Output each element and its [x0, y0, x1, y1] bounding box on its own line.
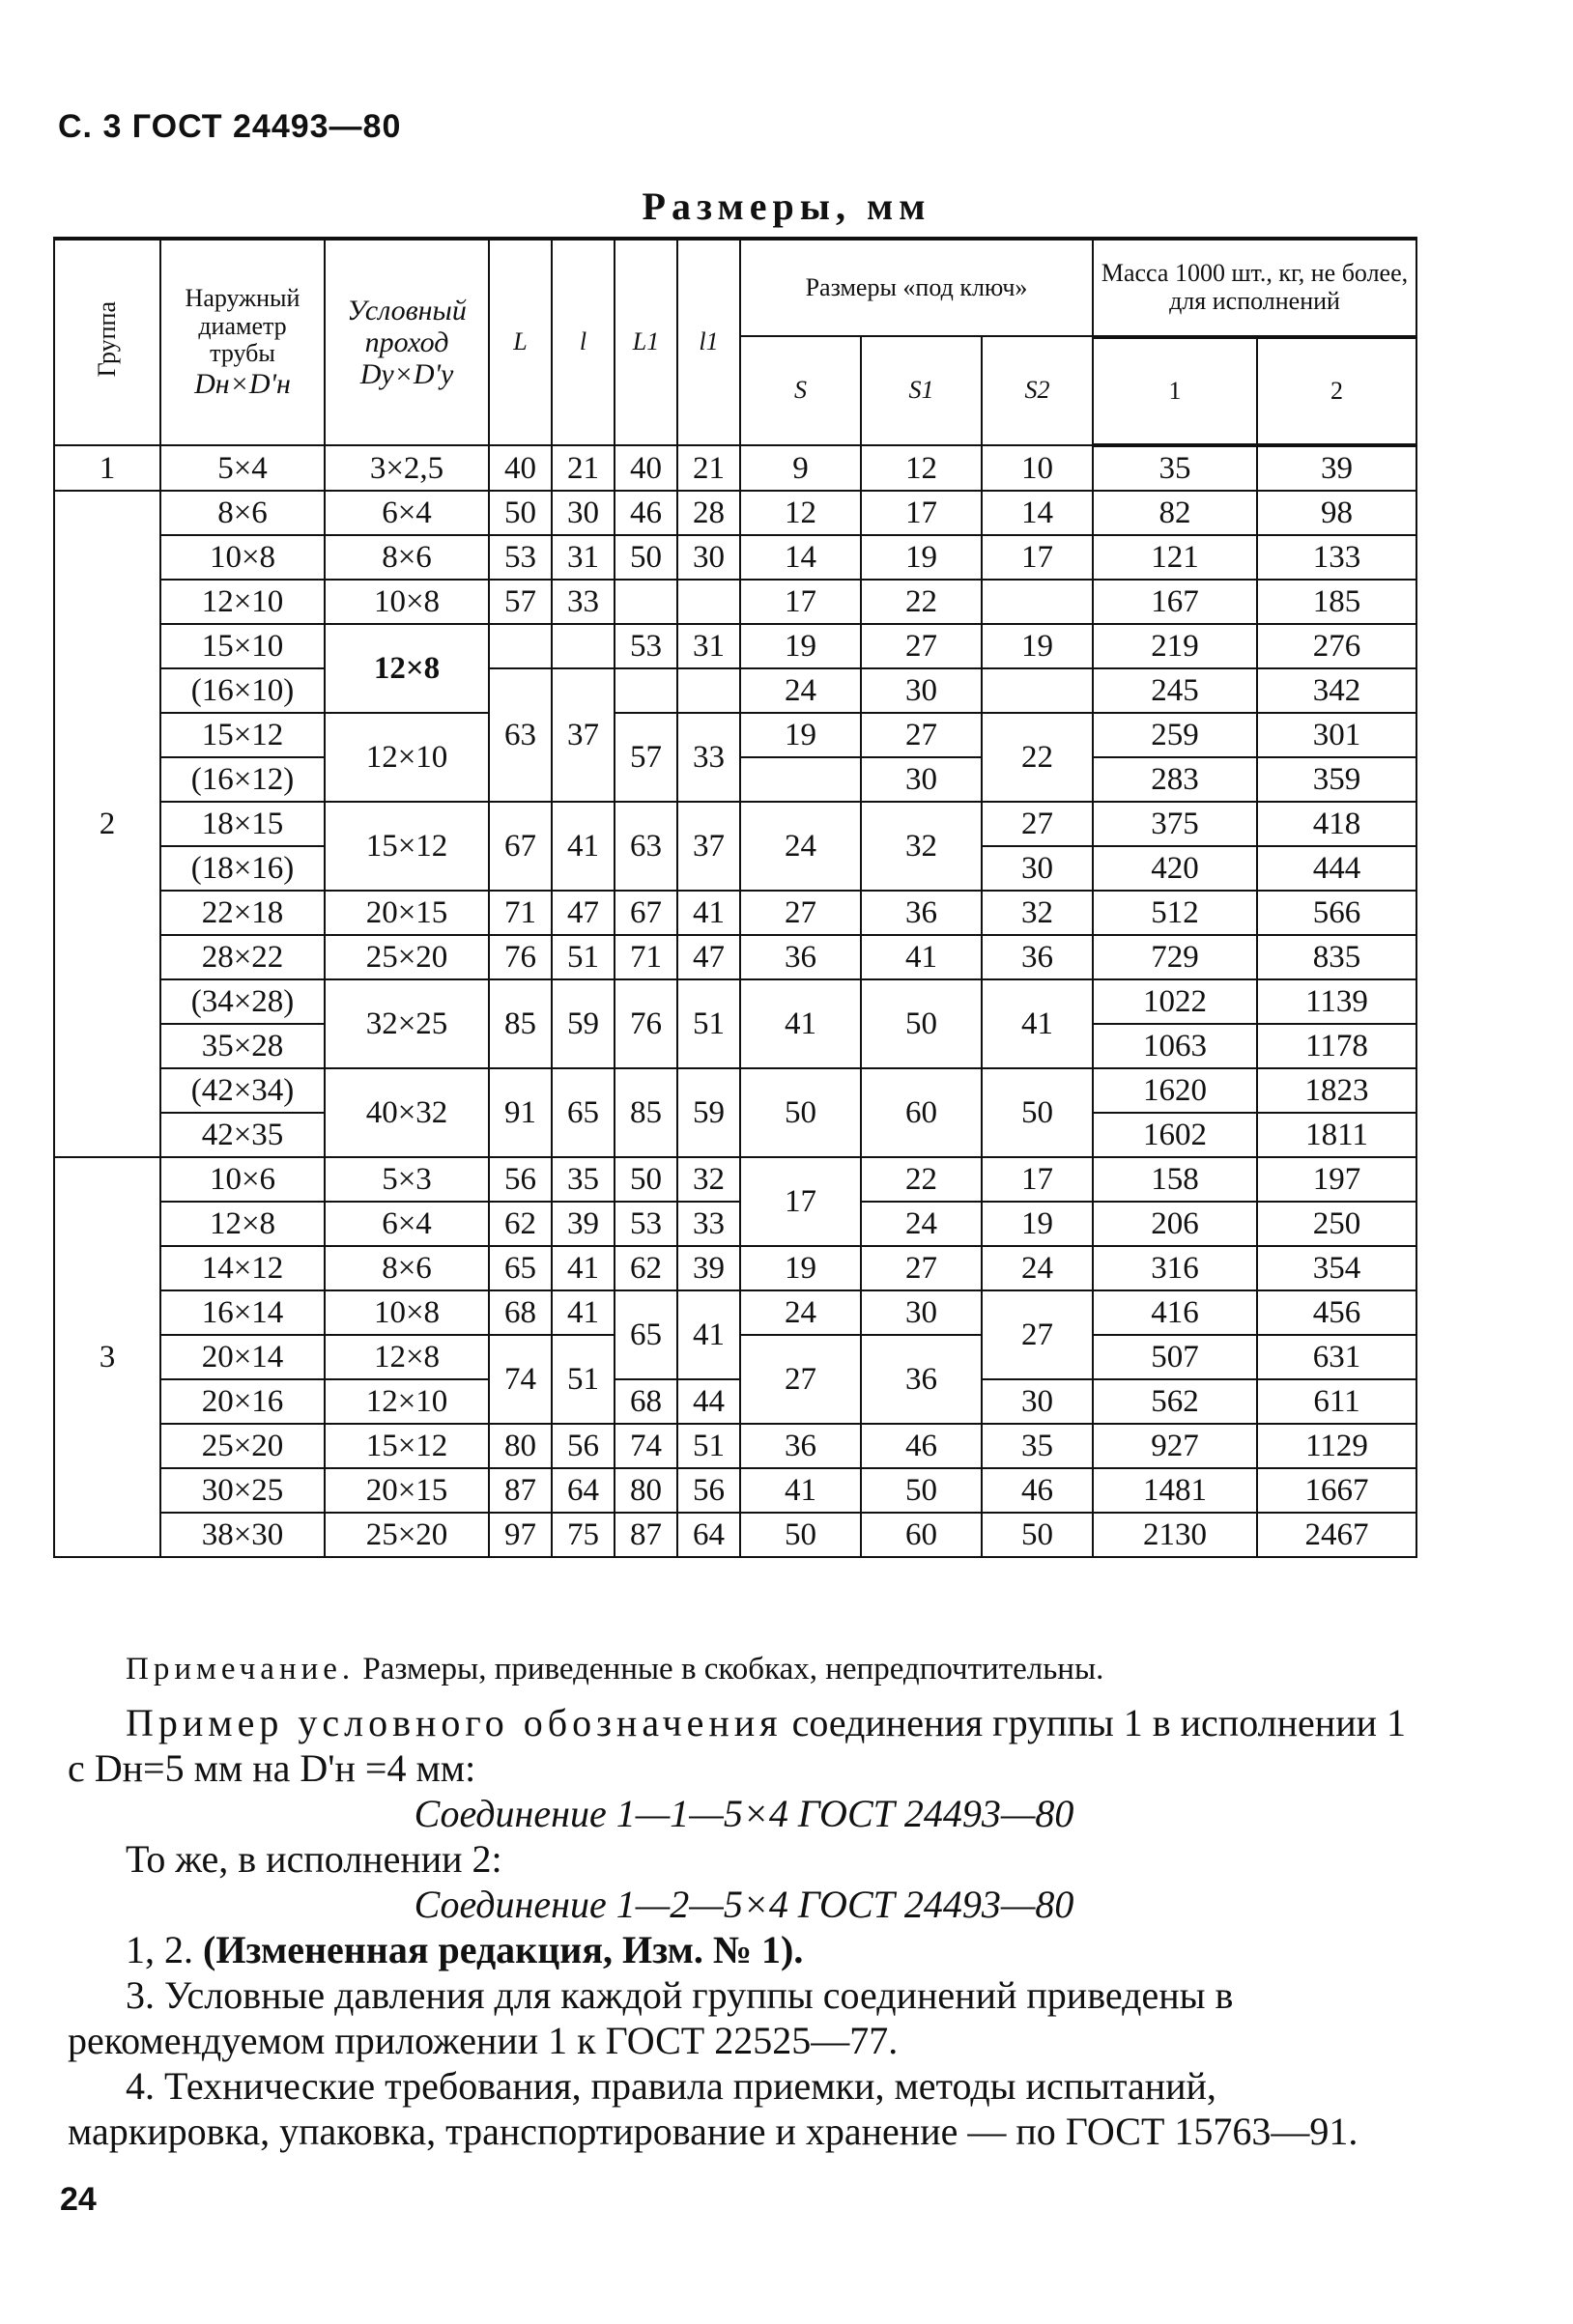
- cell: 50: [489, 491, 552, 535]
- cell: 30: [982, 1379, 1093, 1424]
- table-row: [54, 891, 1416, 935]
- cell: 507: [1093, 1335, 1257, 1379]
- cell: (34×28): [160, 979, 325, 1024]
- cell: 80: [615, 1468, 677, 1513]
- cell: 65: [615, 1290, 677, 1379]
- cell: 562: [1093, 1379, 1257, 1424]
- cell: 927: [1093, 1424, 1257, 1468]
- cell: 1481: [1093, 1468, 1257, 1513]
- cell: 611: [1257, 1379, 1416, 1424]
- header-S1: S1: [861, 336, 982, 445]
- cell: 1129: [1257, 1424, 1416, 1468]
- cell: 30: [552, 491, 615, 535]
- cell: 36: [982, 935, 1093, 979]
- cell-empty: [740, 757, 861, 802]
- cell: 32: [982, 891, 1093, 935]
- cell: 30: [982, 846, 1093, 891]
- cell: 40: [615, 445, 677, 491]
- cell: 19: [740, 624, 861, 668]
- cell: 75: [552, 1513, 615, 1557]
- cell: 51: [552, 1335, 615, 1424]
- cell: 35×28: [160, 1024, 325, 1068]
- cell: 24: [861, 1202, 982, 1246]
- cell: 41: [552, 802, 615, 891]
- cell: 31: [677, 624, 740, 668]
- cell-empty: [982, 668, 1093, 713]
- cell: 80: [489, 1424, 552, 1468]
- cell: 12: [740, 491, 861, 535]
- cell: 67: [615, 891, 677, 935]
- cell: 12×8: [325, 1335, 489, 1379]
- header-S: S: [740, 336, 861, 445]
- cell: 46: [982, 1468, 1093, 1513]
- cell: 50: [615, 535, 677, 580]
- cell: 354: [1257, 1246, 1416, 1290]
- cell: 283: [1093, 757, 1257, 802]
- cell: 40×32: [325, 1068, 489, 1157]
- cell: 27: [861, 624, 982, 668]
- cell: 18×15: [160, 802, 325, 846]
- amendment-text: (Измененная редакция, Изм. № 1).: [203, 1928, 804, 1971]
- cell: 6×4: [325, 491, 489, 535]
- cell: 97: [489, 1513, 552, 1557]
- cell: 15×12: [160, 713, 325, 757]
- cell: 16×14: [160, 1290, 325, 1335]
- cell: 37: [552, 668, 615, 802]
- cell: 10×6: [160, 1157, 325, 1202]
- cell: 33: [677, 713, 740, 802]
- cell: 57: [615, 713, 677, 802]
- cell: 10×8: [160, 535, 325, 580]
- cell: 85: [615, 1068, 677, 1157]
- cell: 276: [1257, 624, 1416, 668]
- cell: 41: [677, 1290, 740, 1379]
- page-header: С. 3 ГОСТ 24493—80: [58, 108, 402, 145]
- cell: (42×34): [160, 1068, 325, 1113]
- cell: 133: [1257, 535, 1416, 580]
- cell: 39: [677, 1246, 740, 1290]
- cell: 12: [861, 445, 982, 491]
- cell: 64: [552, 1468, 615, 1513]
- cell: 20×14: [160, 1335, 325, 1379]
- cell: 50: [861, 1468, 982, 1513]
- cell: 245: [1093, 668, 1257, 713]
- cell: 59: [677, 1068, 740, 1157]
- cell: 62: [615, 1246, 677, 1290]
- cell: 41: [677, 891, 740, 935]
- cell: 36: [861, 891, 982, 935]
- table-row: [54, 580, 1416, 624]
- cell: 28: [677, 491, 740, 535]
- cell: 8×6: [160, 491, 325, 535]
- header-L: L: [489, 239, 552, 445]
- cell: 27: [861, 1246, 982, 1290]
- cell: 68: [489, 1290, 552, 1335]
- cell-empty: [982, 580, 1093, 624]
- cell: 20×15: [325, 1468, 489, 1513]
- table-row: [54, 1290, 1416, 1335]
- group-label: 1: [54, 445, 160, 491]
- cell: 359: [1257, 757, 1416, 802]
- header-S2: S2: [982, 336, 1093, 445]
- cell: 24: [740, 668, 861, 713]
- amendment-prefix: 1, 2.: [126, 1928, 203, 1971]
- cell: 41: [861, 935, 982, 979]
- cell: 15×12: [325, 1424, 489, 1468]
- cell: 62: [489, 1202, 552, 1246]
- cell: 17: [982, 1157, 1093, 1202]
- cell: 36: [740, 1424, 861, 1468]
- cell: 9: [740, 445, 861, 491]
- header-nominal-pass: Условный проход Dу×D'у: [325, 239, 489, 445]
- table-row: [54, 491, 1416, 535]
- cell: 50: [740, 1068, 861, 1157]
- cell: 21: [677, 445, 740, 491]
- example-block: [68, 1700, 1420, 2154]
- cell: 24: [982, 1246, 1093, 1290]
- note-label: Примечание.: [126, 1652, 356, 1686]
- cell: 53: [615, 1202, 677, 1246]
- table-row: [54, 1157, 1416, 1202]
- cell: 65: [489, 1246, 552, 1290]
- cell: 28×22: [160, 935, 325, 979]
- cell: 5×3: [325, 1157, 489, 1202]
- cell: 56: [677, 1468, 740, 1513]
- cell: 3×2,5: [325, 445, 489, 491]
- cell: 32: [861, 802, 982, 891]
- cell: 40: [489, 445, 552, 491]
- table-row: [54, 935, 1416, 979]
- cell: 24: [740, 802, 861, 891]
- cell: 31: [552, 535, 615, 580]
- cell: 259: [1093, 713, 1257, 757]
- cell: 14: [740, 535, 861, 580]
- cell: 25×20: [325, 935, 489, 979]
- cell: 17: [740, 580, 861, 624]
- table-row: [54, 1468, 1416, 1513]
- cell: 91: [489, 1068, 552, 1157]
- cell: 71: [489, 891, 552, 935]
- designation-2: Соединение 1—2—5×4 ГОСТ 24493—80: [414, 1883, 1074, 1926]
- designation-1: Соединение 1—1—5×4 ГОСТ 24493—80: [414, 1792, 1074, 1835]
- cell: 158: [1093, 1157, 1257, 1202]
- cell: 10: [982, 445, 1093, 491]
- table-note: [126, 1652, 1103, 1687]
- cell: 418: [1257, 802, 1416, 846]
- cell: 35: [1093, 445, 1257, 491]
- cell: 1022: [1093, 979, 1257, 1024]
- note-text: Размеры, приведенные в скобках, непредпочтительны.: [362, 1652, 1104, 1686]
- cell: 41: [982, 979, 1093, 1068]
- cell-empty: [677, 580, 740, 624]
- cell: 729: [1093, 935, 1257, 979]
- cell: 56: [489, 1157, 552, 1202]
- cell: (16×10): [160, 668, 325, 713]
- cell-empty: [552, 624, 615, 668]
- cell: 167: [1093, 580, 1257, 624]
- cell: 22: [982, 713, 1093, 802]
- cell: 316: [1093, 1246, 1257, 1290]
- cell: 219: [1093, 624, 1257, 668]
- cell: 250: [1257, 1202, 1416, 1246]
- cell: 20×15: [325, 891, 489, 935]
- cell: 19: [982, 624, 1093, 668]
- cell: 39: [552, 1202, 615, 1246]
- cell: 30: [861, 757, 982, 802]
- cell: 53: [489, 535, 552, 580]
- cell: 41: [740, 979, 861, 1068]
- cell: 30: [861, 1290, 982, 1335]
- cell-empty: [677, 668, 740, 713]
- table-row: [54, 1246, 1416, 1290]
- cell: 36: [740, 935, 861, 979]
- header-outer-diameter: Наружный диаметр трубы Dн×D'н: [160, 239, 325, 445]
- header-l1: l1: [677, 239, 740, 445]
- cell: 8×6: [325, 535, 489, 580]
- cell: 25×20: [325, 1513, 489, 1557]
- cell: 20×16: [160, 1379, 325, 1424]
- cell: 37: [677, 802, 740, 891]
- cell: 51: [552, 935, 615, 979]
- cell: 27: [740, 891, 861, 935]
- cell: 51: [677, 979, 740, 1068]
- cell: 27: [982, 1290, 1093, 1379]
- cell: 835: [1257, 935, 1416, 979]
- cell: 30: [861, 668, 982, 713]
- cell: 1178: [1257, 1024, 1416, 1068]
- cell: 22: [861, 1157, 982, 1202]
- cell: 47: [552, 891, 615, 935]
- cell: 74: [615, 1424, 677, 1468]
- paragraph-4: 4. Технические требования, правила приемки, методы испытаний, маркировка, упаковка, транспортирование и хранение — по ГОСТ 15763—91.: [68, 2064, 1358, 2153]
- cell: 14×12: [160, 1246, 325, 1290]
- cell: 76: [615, 979, 677, 1068]
- cell: 25×20: [160, 1424, 325, 1468]
- cell: 17: [982, 535, 1093, 580]
- cell: 197: [1257, 1157, 1416, 1202]
- header-L1: L1: [615, 239, 677, 445]
- cell: 420: [1093, 846, 1257, 891]
- cell: 33: [677, 1202, 740, 1246]
- cell: 63: [615, 802, 677, 891]
- cell: 512: [1093, 891, 1257, 935]
- cell: 1811: [1257, 1113, 1416, 1157]
- cell: 2467: [1257, 1513, 1416, 1557]
- cell: 65: [552, 1068, 615, 1157]
- table-row: [54, 802, 1416, 846]
- cell: 30: [677, 535, 740, 580]
- header-mass: Масса 1000 шт., кг, не более, для исполнений: [1093, 239, 1416, 336]
- table-row: [54, 979, 1416, 1024]
- cell: 50: [740, 1513, 861, 1557]
- cell: 444: [1257, 846, 1416, 891]
- cell: 19: [740, 713, 861, 757]
- cell: 42×35: [160, 1113, 325, 1157]
- cell: 22×18: [160, 891, 325, 935]
- cell: 33: [552, 580, 615, 624]
- cell: 82: [1093, 491, 1257, 535]
- cell: 50: [615, 1157, 677, 1202]
- cell: 10×8: [325, 1290, 489, 1335]
- cell-empty: [615, 668, 677, 713]
- cell: 12×8: [160, 1202, 325, 1246]
- cell: 342: [1257, 668, 1416, 713]
- header-wrench-sizes: Размеры «под ключ»: [740, 239, 1093, 336]
- cell: 14: [982, 491, 1093, 535]
- cell: 63: [489, 668, 552, 802]
- amendment-note: [68, 1927, 1420, 1972]
- cell: 6×4: [325, 1202, 489, 1246]
- cell: 32: [677, 1157, 740, 1202]
- cell: 44: [677, 1379, 740, 1424]
- cell: 416: [1093, 1290, 1257, 1335]
- example-text: соединения группы 1 в исполнении 1 с Dн=5 мм на D'н =4 мм:: [68, 1701, 1407, 1790]
- header-mass-2: 2: [1257, 338, 1416, 445]
- cell: 87: [489, 1468, 552, 1513]
- cell: 50: [982, 1513, 1093, 1557]
- cell: 10×8: [325, 580, 489, 624]
- cell: 39: [1257, 445, 1416, 491]
- header-mass-1: 1: [1093, 338, 1257, 445]
- cell: 631: [1257, 1335, 1416, 1379]
- table-row: [54, 1513, 1416, 1557]
- cell-empty: [615, 580, 677, 624]
- cell: 1063: [1093, 1024, 1257, 1068]
- cell: 19: [982, 1202, 1093, 1246]
- cell: 17: [740, 1157, 861, 1246]
- cell: 12×10: [160, 580, 325, 624]
- cell: 57: [489, 580, 552, 624]
- cell: 185: [1257, 580, 1416, 624]
- cell: 35: [982, 1424, 1093, 1468]
- table-caption: Размеры, мм: [642, 184, 931, 228]
- cell: 30×25: [160, 1468, 325, 1513]
- cell: 64: [677, 1513, 740, 1557]
- group-label: 2: [54, 491, 160, 1157]
- table-row: [54, 445, 1416, 491]
- cell: 1823: [1257, 1068, 1416, 1113]
- cell: 36: [861, 1335, 982, 1424]
- cell: 22: [861, 580, 982, 624]
- cell: 15×12: [325, 802, 489, 891]
- cell: 27: [982, 802, 1093, 846]
- cell: (16×12): [160, 757, 325, 802]
- table-row: [54, 1379, 1416, 1424]
- table-row: [54, 1068, 1416, 1113]
- cell: 27: [740, 1335, 861, 1424]
- table-row: [54, 713, 1416, 757]
- cell: 60: [861, 1068, 982, 1157]
- cell: 121: [1093, 535, 1257, 580]
- cell: 53: [615, 624, 677, 668]
- cell: 51: [677, 1424, 740, 1468]
- cell: 5×4: [160, 445, 325, 491]
- table-row: [54, 668, 1416, 713]
- cell: 8×6: [325, 1246, 489, 1290]
- cell: 46: [861, 1424, 982, 1468]
- cell: 87: [615, 1513, 677, 1557]
- paragraph-3: 3. Условные давления для каждой группы соединений приведены в рекомендуемом приложении 1 к ГОСТ 22525—77.: [68, 1973, 1234, 2062]
- cell: 17: [861, 491, 982, 535]
- cell: 41: [552, 1290, 615, 1335]
- cell: 76: [489, 935, 552, 979]
- cell: 566: [1257, 891, 1416, 935]
- table-row: [54, 535, 1416, 580]
- cell: 60: [861, 1513, 982, 1557]
- cell: 12×10: [325, 1379, 489, 1424]
- cell: 68: [615, 1379, 677, 1424]
- cell: 375: [1093, 802, 1257, 846]
- cell: 1602: [1093, 1113, 1257, 1157]
- example-lead: Пример условного обозначения: [126, 1701, 783, 1744]
- table-row: [54, 624, 1416, 668]
- cell-empty: [489, 624, 552, 668]
- cell: 46: [615, 491, 677, 535]
- cell: 301: [1257, 713, 1416, 757]
- cell: 38×30: [160, 1513, 325, 1557]
- cell: 12×8: [325, 624, 489, 713]
- cell: 50: [982, 1068, 1093, 1157]
- example-text-2: То же, в исполнении 2:: [126, 1837, 502, 1881]
- cell: 456: [1257, 1290, 1416, 1335]
- cell: 56: [552, 1424, 615, 1468]
- cell: 27: [861, 713, 982, 757]
- cell: 85: [489, 979, 552, 1068]
- table-row: [54, 1202, 1416, 1246]
- cell: 35: [552, 1157, 615, 1202]
- cell: 47: [677, 935, 740, 979]
- cell: 41: [740, 1468, 861, 1513]
- cell: 71: [615, 935, 677, 979]
- cell: 24: [740, 1290, 861, 1335]
- cell: 32×25: [325, 979, 489, 1068]
- cell: (18×16): [160, 846, 325, 891]
- cell: 21: [552, 445, 615, 491]
- header-group: Группа: [54, 239, 160, 445]
- cell: 19: [740, 1246, 861, 1290]
- page-number: 24: [60, 2181, 97, 2218]
- cell: 15×10: [160, 624, 325, 668]
- cell: 41: [552, 1246, 615, 1290]
- cell: 98: [1257, 491, 1416, 535]
- cell: 67: [489, 802, 552, 891]
- header-l: l: [552, 239, 615, 445]
- cell: 206: [1093, 1202, 1257, 1246]
- cell: 1139: [1257, 979, 1416, 1024]
- cell: 2130: [1093, 1513, 1257, 1557]
- table-row: [54, 1424, 1416, 1468]
- cell: 1667: [1257, 1468, 1416, 1513]
- cell: 59: [552, 979, 615, 1068]
- group-label: 3: [54, 1157, 160, 1557]
- dimensions-table: [53, 237, 1417, 1558]
- cell: 19: [861, 535, 982, 580]
- cell: 12×10: [325, 713, 489, 802]
- cell: 1620: [1093, 1068, 1257, 1113]
- cell: 74: [489, 1335, 552, 1424]
- cell: 50: [861, 979, 982, 1068]
